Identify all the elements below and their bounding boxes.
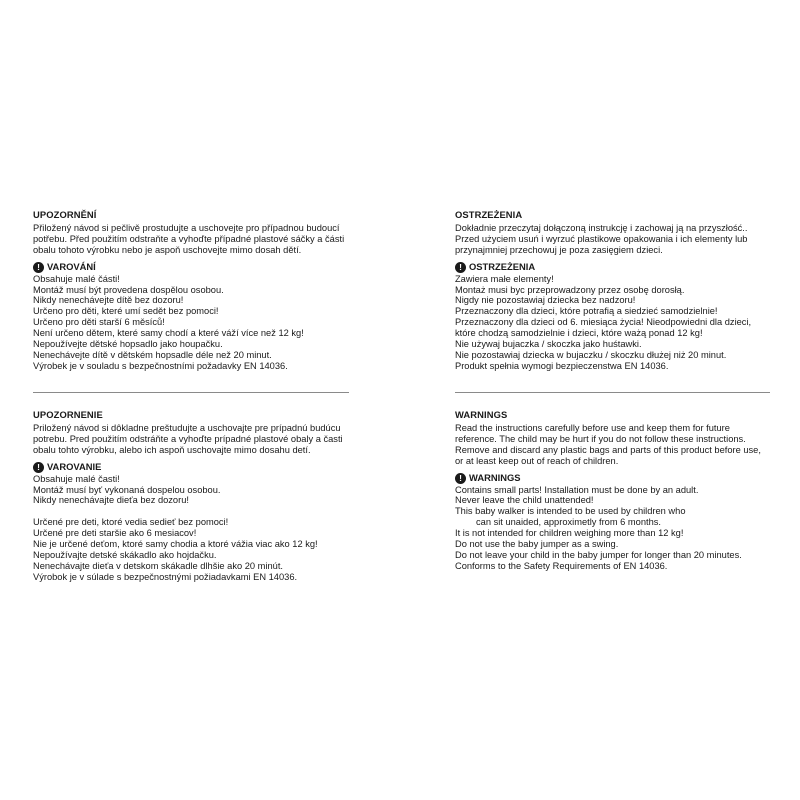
english-warning-line: It is not intended for children weighing more than 12 kg! (455, 528, 684, 539)
czech-section (33, 210, 344, 372)
warning-icon: ! (33, 262, 44, 273)
polish-warning-heading-row (455, 262, 751, 273)
slovak-warning-line: Výrobok je v súlade s bezpečnostnými požiadavkami EN 14036. (33, 571, 298, 582)
slovak-warning-line: Nenechávajte dieťa v detskom skákadle dlhšie ako 20 minút. (33, 560, 283, 571)
slovak-warning-line: Nie je určené deťom, ktoré samy chodia a ktoré vážia viac ako 12 kg! (33, 539, 318, 550)
polish-warning-line: Nie pozostawiaj dziecka w bujaczku / skoczku dłużej niż 20 minut. (455, 349, 727, 360)
polish-warning-line: Nigdy nie pozostawiaj dziecka bez nadzoru! (455, 295, 636, 306)
english-intro-line: Remove and discard any plastic bags and parts of this product before use, (455, 444, 761, 455)
english-warning-line: Contains small parts! Installation must be done by an adult. (455, 484, 699, 495)
english-intro-line: or at least keep out of reach of children. (455, 455, 619, 466)
warning-icon: ! (33, 462, 44, 473)
slovak-warning-line: Montáž musí byť vykonaná dospelou osobou. (33, 484, 221, 495)
english-warning-line: Never leave the child unattended! (455, 495, 594, 506)
slovak-warning-line: Nepoužívajte detské skákadlo ako hojdačku. (33, 550, 217, 561)
polish-warning-line: Montaż musi byc przeprowadzony przez osobę dorosłą. (455, 284, 685, 295)
polish-warning-line: Przeznaczony dla dzieci, które potrafią a siedzieć samodzielnie! (455, 306, 718, 317)
polish-warning-heading: OSTRZEŻENIA (469, 260, 536, 272)
polish-intro-line: Dokładnie przeczytaj dołączoną instrukcję i zachowaj ją na przyszłość.. (455, 222, 748, 233)
english-warning-line: Do not use the baby jumper as a swing. (455, 539, 619, 550)
english-warning-line: can sit unaided, approximetly from 6 months. (476, 517, 661, 528)
slovak-warning-heading-row (33, 462, 343, 473)
slovak-intro-line: potrebu. Pred použitím odstráňte a vyhoďte prípadné plastové obaly a časti (33, 433, 343, 444)
polish-warning-line: które chodzą samodzielnie i dzieci, które ważą ponad 12 kg! (455, 328, 703, 339)
english-section (455, 410, 761, 572)
czech-warning-line: Nikdy nenechávejte dítě bez dozoru! (33, 295, 184, 306)
czech-warning-line: Nenechávejte dítě v dětském hopsadle déle než 20 minut. (33, 349, 272, 360)
slovak-warning-line: Určené pre deti, ktoré vedia sedieť bez pomoci! (33, 517, 229, 528)
polish-heading: OSTRZEŻENIA (455, 209, 523, 220)
czech-intro-line: Přiložený návod si pečlivě prostudujte a uschovejte pro případnou budoucí (33, 222, 340, 233)
polish-intro-line: Przed użyciem usuń i wyrzuć plastikowe opakowania i ich elementy lub (455, 233, 748, 244)
english-heading: WARNINGS (455, 409, 508, 420)
czech-warning-line: Určeno pro děti starší 6 měsíců! (33, 317, 165, 328)
slovak-intro-line: Priložený návod si dôkladne preštudujte a uschovajte pre prípadnú budúcu (33, 422, 341, 433)
slovak-heading: UPOZORNENIE (33, 409, 103, 420)
english-intro-line: reference. The child may be hurt if you do not follow these instructions. (455, 433, 746, 444)
polish-intro-line: przynajmniej przechowuj je poza zasięgiem dzieci. (455, 244, 663, 255)
czech-warning-line: Nepoužívejte dětské hopsadlo jako houpačku. (33, 339, 223, 350)
czech-intro-line: potřebu. Před použitím odstraňte a vyhoďte případné plastové sáčky a části (33, 233, 345, 244)
english-warning-line: Conforms to the Safety Requirements of EN 14036. (455, 560, 668, 571)
czech-heading: UPOZORNĚNÍ (33, 209, 97, 220)
polish-warning-line: Produkt spełnia wymogi bezpieczenstwa EN 14036. (455, 360, 669, 371)
czech-warning-heading-row (33, 262, 344, 273)
slovak-warning-line: Určené pre deti staršie ako 6 mesiacov! (33, 528, 197, 539)
warning-icon: ! (455, 262, 466, 273)
english-warning-line: Do not leave your child in the baby jumper for longer than 20 minutes. (455, 549, 742, 560)
slovak-warning-line: Nikdy nenechávajte dieťa bez dozoru! (33, 495, 189, 506)
czech-intro-line: obalu tohoto výrobku nebo je aspoň uschovejte mimo dosah dětí. (33, 244, 302, 255)
english-warning-heading-row (455, 473, 761, 484)
polish-section (455, 210, 751, 372)
english-intro-line: Read the instructions carefully before use and keep them for future (455, 422, 730, 433)
czech-warning-line: Určeno pro děti, které umí sedět bez pomoci! (33, 306, 219, 317)
czech-warning-heading: VAROVÁNÍ (47, 260, 96, 272)
slovak-intro-line: obalu tohto výrobku, alebo ich aspoň uschovajte mimo dosahu detí. (33, 444, 311, 455)
english-warning-heading: WARNINGS (469, 471, 521, 483)
divider-top-right (455, 392, 770, 393)
polish-warning-line: Zawiera małe elementy! (455, 273, 554, 284)
divider-top-left (33, 392, 349, 393)
czech-warning-line: Montáž musí být provedena dospělou osobou. (33, 284, 224, 295)
english-warning-line: This baby walker is intended to be used by children who (455, 506, 686, 517)
spacer (33, 506, 343, 517)
polish-warning-line: Nie używaj bujaczka / skoczka jako huśtawki. (455, 339, 642, 350)
slovak-section (33, 410, 343, 583)
czech-warning-line: Není určeno dětem, které samy chodí a které váží více než 12 kg! (33, 328, 304, 339)
warning-icon: ! (455, 473, 466, 484)
polish-warning-line: Przeznaczony dla dzieci od 6. miesiąca życia! Nieodpowiedni dla dzieci, (455, 317, 752, 328)
czech-warning-line: Obsahuje malé části! (33, 273, 120, 284)
czech-warning-line: Výrobek je v souladu s bezpečnostními požadavky EN 14036. (33, 360, 288, 371)
slovak-warning-line: Obsahuje malé časti! (33, 473, 120, 484)
slovak-warning-heading: VAROVANIE (47, 460, 102, 472)
